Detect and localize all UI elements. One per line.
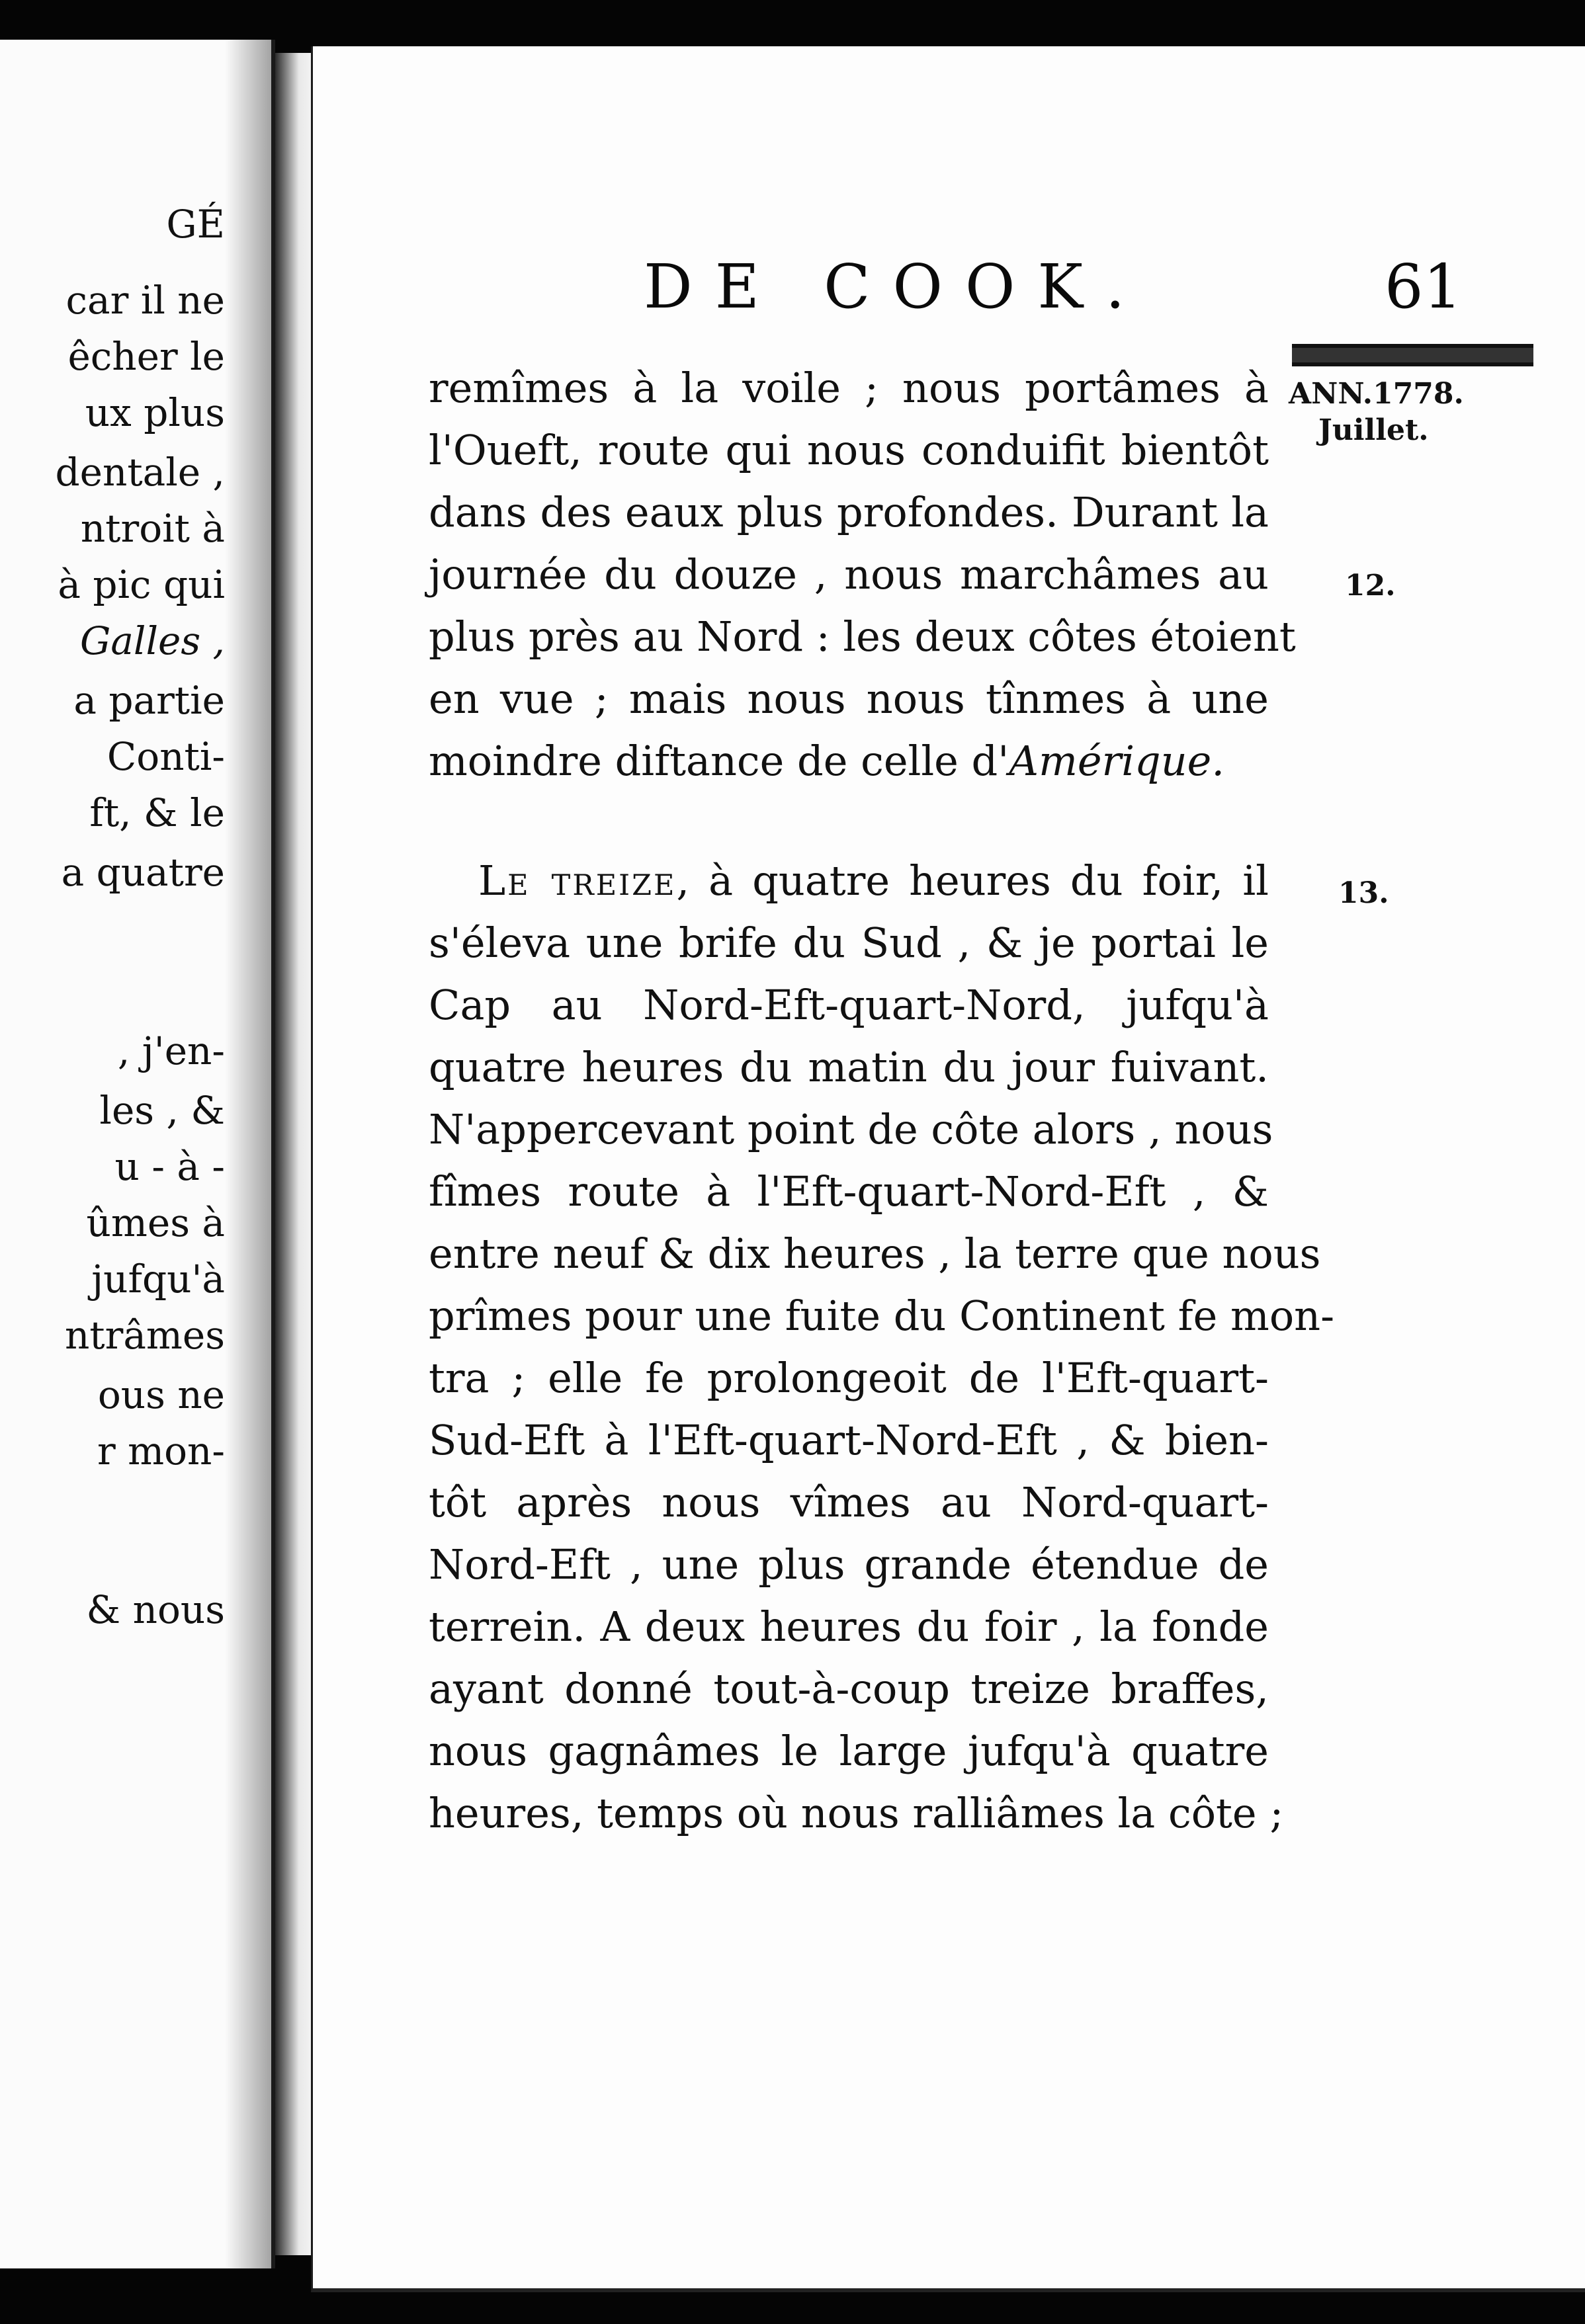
book-spine (275, 53, 315, 2255)
previous-page-line: a quatre (61, 850, 225, 895)
previous-page-line: ûmes à (86, 1200, 225, 1245)
paragraph-line: ayant donné tout-à-coup treize braffes, (429, 1665, 1269, 1713)
paragraph-2 (429, 850, 1335, 1845)
paragraph-1 (429, 357, 1296, 792)
previous-page-line: , j'en- (117, 1028, 225, 1073)
previous-page-line: u - à - (114, 1144, 225, 1189)
paragraph-line: tra ; elle fe prolongeoit de l'Eft-quart- (429, 1354, 1269, 1402)
previous-page-line: dentale , (55, 450, 225, 495)
line-text: , à quatre heures du foir, il (676, 856, 1269, 905)
previous-page-line: ux plus (85, 390, 225, 435)
running-title: DE COOK. (644, 251, 1148, 322)
previous-page-line: ous ne (97, 1372, 225, 1417)
previous-page-line: car il ne (65, 278, 225, 323)
previous-page-line: à pic qui (58, 562, 225, 607)
margin-rule (1292, 344, 1533, 366)
paragraph-line: quatre heures du matin du jour fuivant. (429, 1043, 1269, 1091)
previous-page-line: ntrâmes (64, 1313, 225, 1358)
page-number: 61 (1385, 251, 1463, 322)
line-text: moindre diftance de celle d' (429, 737, 1009, 785)
paragraph-line: terrein. A deux heures du foir , la fonde (429, 1602, 1269, 1651)
margin-date-13: 13. (1338, 876, 1389, 910)
paragraph-line: entre neuf & dix heures , la terre que nous (429, 1229, 1321, 1278)
paragraph-line: s'éleva une brife du Sud , & je portai le (429, 919, 1269, 967)
italic-place-name: Amérique. (1009, 737, 1225, 785)
previous-page (0, 40, 275, 2268)
previous-page-line: GÉ (166, 202, 225, 247)
paragraph-line: nous gagnâmes le large jufqu'à quatre (429, 1727, 1269, 1775)
previous-page-line: ntroit à (80, 506, 225, 551)
previous-page-line: & nous (86, 1587, 225, 1632)
paragraph-line: Cap au Nord-Eft-quart-Nord, jufqu'à (429, 981, 1269, 1029)
paragraph-line: Nord-Eft , une plus grande étendue de (429, 1540, 1269, 1589)
paragraph-line: prîmes pour une fuite du Continent fe mon- (429, 1292, 1335, 1340)
paragraph-line: plus près au Nord : les deux côtes étoient (429, 612, 1296, 661)
previous-page-line: a partie (73, 678, 225, 723)
previous-page-line: êcher le (67, 334, 225, 379)
previous-page-line: jufqu'à (91, 1257, 225, 1302)
margin-month: Juillet. (1318, 413, 1429, 447)
paragraph-line: heures, temps où nous ralliâmes la côte ; (429, 1789, 1284, 1837)
paragraph-line: N'appercevant point de côte alors , nous (429, 1105, 1273, 1153)
paragraph-line: Sud-Eft à l'Eft-quart-Nord-Eft , & bien- (429, 1416, 1269, 1464)
paragraph-line: en vue ; mais nous nous tînmes à une (429, 675, 1269, 723)
previous-page-line: ft, & le (89, 790, 225, 835)
paragraph-line: journée du douze , nous marchâmes au (429, 550, 1269, 599)
paragraph-line: remîmes à la voile ; nous portâmes à (429, 364, 1269, 412)
paragraph-line: l'Oueft, route qui nous conduifit bientôt (429, 426, 1269, 474)
opening-small-caps: Le treize (478, 856, 677, 905)
paragraph-line: tôt après nous vîmes au Nord-quart- (429, 1478, 1269, 1526)
previous-page-line: r mon- (97, 1429, 225, 1473)
margin-date-12: 12. (1345, 569, 1396, 602)
paragraph-line (429, 850, 1269, 912)
margin-year: ANN.1778. (1289, 377, 1464, 411)
paragraph-line: fîmes route à l'Eft-quart-Nord-Eft , & (429, 1167, 1269, 1216)
paragraph-line (429, 730, 1269, 792)
paragraph-line: dans des eaux plus profondes. Durant la (429, 488, 1269, 536)
previous-page-line: Galles , (80, 618, 225, 663)
gutter-shadow (225, 40, 271, 2268)
current-page (311, 46, 1585, 2292)
page-header (644, 251, 1583, 331)
previous-page-line: Conti- (107, 734, 225, 779)
previous-page-line: les , & (99, 1088, 225, 1133)
